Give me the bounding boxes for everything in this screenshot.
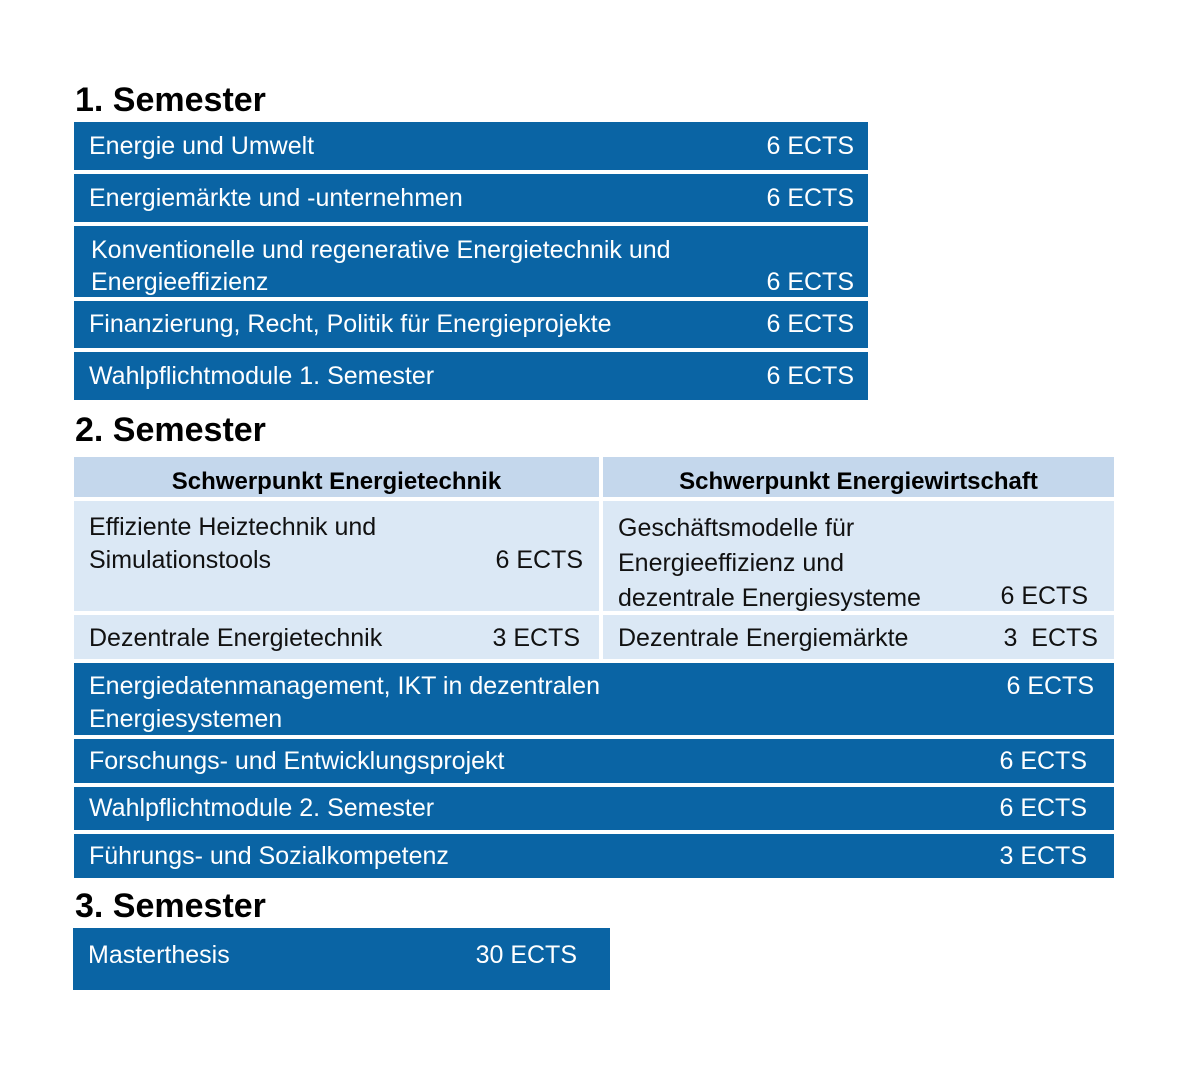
module-name: Wahlpflichtmodule 2. Semester [89, 794, 435, 822]
module-name: Dezentrale Energietechnik [89, 624, 383, 652]
module-ects: 6 ECTS [766, 310, 854, 338]
module-row [74, 663, 1114, 735]
module-ects: 6 ECTS [766, 362, 854, 390]
semester-2-heading: 2. Semester [75, 411, 266, 449]
module-name: Effiziente Heiztechnik und Simulationstools [89, 513, 377, 574]
module-name: Geschäftsmodelle für Energieeffizienz und dezentrale Energiesysteme [618, 514, 921, 612]
module-row [74, 174, 868, 222]
track-module-cell [603, 501, 1114, 611]
module-row [74, 787, 1114, 830]
module-name: Dezentrale Energiemärkte [618, 624, 909, 652]
module-ects: 6 ECTS [999, 794, 1087, 822]
track-module-cell [74, 501, 599, 611]
semester-1-heading: 1. Semester [75, 81, 266, 119]
semester-3-heading: 3. Semester [75, 887, 266, 925]
module-row [74, 352, 868, 400]
module-name: Forschungs- und Entwicklungsprojekt [89, 747, 505, 775]
track-module-cell [74, 615, 599, 659]
track-header-energiewirtschaft: Schwerpunkt Energiewirtschaft [603, 457, 1114, 497]
module-ects: 3 ECTS [1003, 624, 1098, 652]
track-module-cell [603, 615, 1114, 659]
module-ects: 30 ECTS [475, 941, 577, 969]
module-name: Führungs- und Sozialkompetenz [89, 842, 449, 870]
module-ects: 6 ECTS [1000, 582, 1088, 610]
module-ects: 6 ECTS [495, 546, 583, 574]
module-ects: 3 ECTS [999, 842, 1087, 870]
module-row [74, 739, 1114, 783]
module-name: Wahlpflichtmodule 1. Semester [89, 362, 435, 390]
module-ects: 6 ECTS [766, 268, 854, 296]
module-row [74, 226, 868, 297]
module-name: Energie und Umwelt [89, 132, 315, 160]
module-row [74, 301, 868, 348]
module-name: Energiemärkte und -unternehmen [89, 184, 463, 212]
track-header-energietechnik: Schwerpunkt Energietechnik [74, 457, 599, 497]
module-name: Konventionelle und regenerative Energietechnik und Energieeffizienz [91, 236, 671, 296]
module-ects: 6 ECTS [766, 184, 854, 212]
module-row [73, 928, 610, 990]
module-name: Energiedatenmanagement, IKT in dezentralen Energiesystemen [89, 672, 600, 733]
module-ects: 6 ECTS [766, 132, 854, 160]
module-ects: 3 ECTS [492, 624, 580, 652]
module-ects: 6 ECTS [1006, 672, 1094, 700]
module-ects: 6 ECTS [999, 747, 1087, 775]
module-row [74, 834, 1114, 878]
module-name: Finanzierung, Recht, Politik für Energieprojekte [89, 310, 612, 338]
module-name: Masterthesis [88, 941, 230, 969]
module-row [74, 122, 868, 170]
